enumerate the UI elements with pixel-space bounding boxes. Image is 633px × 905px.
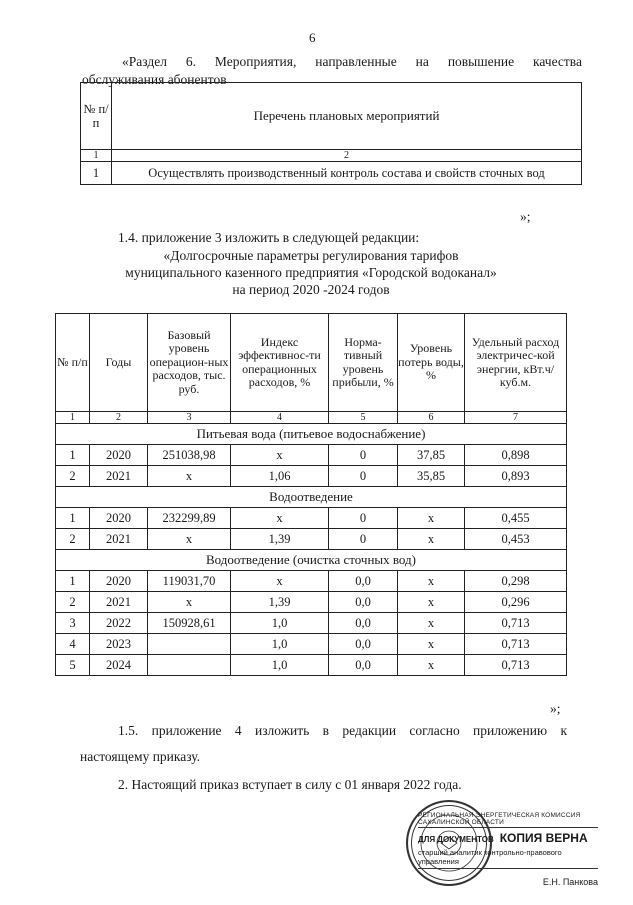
table2-cell: 0 [329, 529, 398, 550]
table2-cell [148, 655, 231, 676]
table1-index-cell: 1 [81, 150, 112, 162]
table2-cell: x [231, 571, 329, 592]
table2-cell: 35,85 [398, 466, 465, 487]
stamp-name: Е.Н. Панкова [542, 877, 598, 887]
table2-cell: 0,893 [465, 466, 567, 487]
table2-cell: x [231, 445, 329, 466]
item-1-4: 1.4. приложение 3 изложить в следующей редакции: [118, 230, 420, 245]
section-heading-line1: «Раздел 6. Мероприятия, направленные на повышение качества [122, 54, 582, 69]
table2-title [55, 247, 567, 298]
table2-index-cell: 2 [90, 412, 148, 424]
table2-cell: 2020 [90, 508, 148, 529]
table1-index-cell: 2 [112, 150, 582, 162]
stamp-agency-line: РЕГИОНАЛЬНАЯ ЭНЕРГЕТИЧЕСКАЯ КОМИССИЯ САХАЛИНСКОЙ ОБЛАСТИ [418, 812, 598, 828]
table1-cell: Осуществлять производственный контроль состава и свойств сточных вод [112, 162, 582, 185]
table2-index-cell: 7 [465, 412, 567, 424]
table2-cell: 1 [56, 445, 90, 466]
table2-cell: x [148, 466, 231, 487]
table1-header-measures: Перечень плановых мероприятий [112, 83, 582, 150]
table2-cell: 0,0 [329, 634, 398, 655]
section-heading-line2: обслуживания абонентов [82, 72, 227, 87]
measures-table [80, 82, 582, 185]
section-title-drinking-water: Питьевая вода (питьевое водоснабжение) [56, 424, 567, 445]
table2-cell: 0,455 [465, 508, 567, 529]
table2-cell: 0,713 [465, 655, 567, 676]
table2-cell: 0,713 [465, 613, 567, 634]
table2-title-line: муниципального казенного предприятия «Городской водоканал» [125, 265, 497, 280]
table2-cell: 1,0 [231, 613, 329, 634]
table2-cell: 1,0 [231, 634, 329, 655]
table2-index-cell: 6 [398, 412, 465, 424]
table2-cell: 2022 [90, 613, 148, 634]
stamp-position: старший аналитик контрольно-правового управления [418, 848, 598, 869]
table2-cell: 232299,89 [148, 508, 231, 529]
table2-index-cell: 5 [329, 412, 398, 424]
table2-cell: 2 [56, 529, 90, 550]
table2-cell: 1,39 [231, 592, 329, 613]
table2-cell: 2024 [90, 655, 148, 676]
table2-cell: 119031,70 [148, 571, 231, 592]
table2-cell: x [398, 634, 465, 655]
table2-cell: 37,85 [398, 445, 465, 466]
table2-header-cell: Годы [90, 314, 148, 412]
table2-cell: 0,713 [465, 634, 567, 655]
table2-cell: 0 [329, 508, 398, 529]
table2-cell: 0,0 [329, 571, 398, 592]
table2-cell: 0 [329, 445, 398, 466]
table2-cell: 0,0 [329, 592, 398, 613]
table2-header-cell: Удельный расход электричес-кой энергии, кВт.ч/куб.м. [465, 314, 567, 412]
table2-cell: 0,453 [465, 529, 567, 550]
table2-cell: 1 [56, 571, 90, 592]
table2-cell: 2023 [90, 634, 148, 655]
certification-block [418, 812, 598, 887]
table2-cell: 150928,61 [148, 613, 231, 634]
table2-cell: 0 [329, 466, 398, 487]
closing-quote-2: »; [550, 701, 561, 716]
table2-cell: 1 [56, 508, 90, 529]
table2-cell: 3 [56, 613, 90, 634]
item-1-5-line2: настоящему приказу. [80, 749, 201, 764]
tariff-parameters-table [55, 313, 567, 676]
table2-cell: 0,0 [329, 613, 398, 634]
item-1-5-line1: 1.5. приложение 4 изложить в редакции согласно приложению к [118, 723, 567, 738]
table2-cell: 2020 [90, 445, 148, 466]
item-2: 2. Настоящий приказ вступает в силу с 01 января 2022 года. [118, 777, 462, 792]
table1-cell: 1 [81, 162, 112, 185]
table2-cell: x [398, 655, 465, 676]
table2-index-cell: 4 [231, 412, 329, 424]
stamp-copy-correct: КОПИЯ ВЕРНА [499, 831, 588, 845]
table2-cell: 0,298 [465, 571, 567, 592]
table2-header-cell: № п/п [56, 314, 90, 412]
table2-cell: 0,898 [465, 445, 567, 466]
table2-title-line: «Долгосрочные параметры регулирования тарифов [163, 248, 459, 263]
table1-header-num: № п/п [81, 83, 112, 150]
table2-cell: 0,0 [329, 655, 398, 676]
table2-cell: x [398, 613, 465, 634]
table2-header-cell: Индекс эффективнос-ти операционных расходов, % [231, 314, 329, 412]
table2-cell: x [148, 592, 231, 613]
section-title-wastewater: Водоотведение [56, 487, 567, 508]
closing-quote-1: »; [520, 209, 531, 224]
table2-header-cell: Норма-тивный уровень прибыли, % [329, 314, 398, 412]
table2-cell: 2021 [90, 592, 148, 613]
table2-cell: x [398, 508, 465, 529]
table2-cell: x [398, 529, 465, 550]
section-title-wastewater-treatment: Водоотведение (очистка сточных вод) [56, 550, 567, 571]
table2-header-cell: Уровень потерь воды, % [398, 314, 465, 412]
table2-cell: 251038,98 [148, 445, 231, 466]
table2-cell: x [398, 571, 465, 592]
table2-cell: 4 [56, 634, 90, 655]
table2-cell: 2021 [90, 529, 148, 550]
table2-header-cell: Базовый уровень операцион-ных расходов, тыс. руб. [148, 314, 231, 412]
table2-cell: 1,0 [231, 655, 329, 676]
table2-cell: 2 [56, 592, 90, 613]
table2-cell: x [231, 508, 329, 529]
page-number: 6 [309, 30, 316, 45]
table2-cell: 0,296 [465, 592, 567, 613]
table2-cell: 1,06 [231, 466, 329, 487]
table2-cell: x [148, 529, 231, 550]
stamp-for-documents: ДЛЯ ДОКУМЕНТОВ [418, 835, 494, 844]
table2-index-cell: 3 [148, 412, 231, 424]
table2-cell: 2021 [90, 466, 148, 487]
table2-cell: 1,39 [231, 529, 329, 550]
table2-index-cell: 1 [56, 412, 90, 424]
table2-cell: 2020 [90, 571, 148, 592]
table2-cell: x [398, 592, 465, 613]
table2-cell: 2 [56, 466, 90, 487]
table2-cell [148, 634, 231, 655]
table2-cell: 5 [56, 655, 90, 676]
table2-title-line: на период 2020 -2024 годов [232, 282, 390, 297]
